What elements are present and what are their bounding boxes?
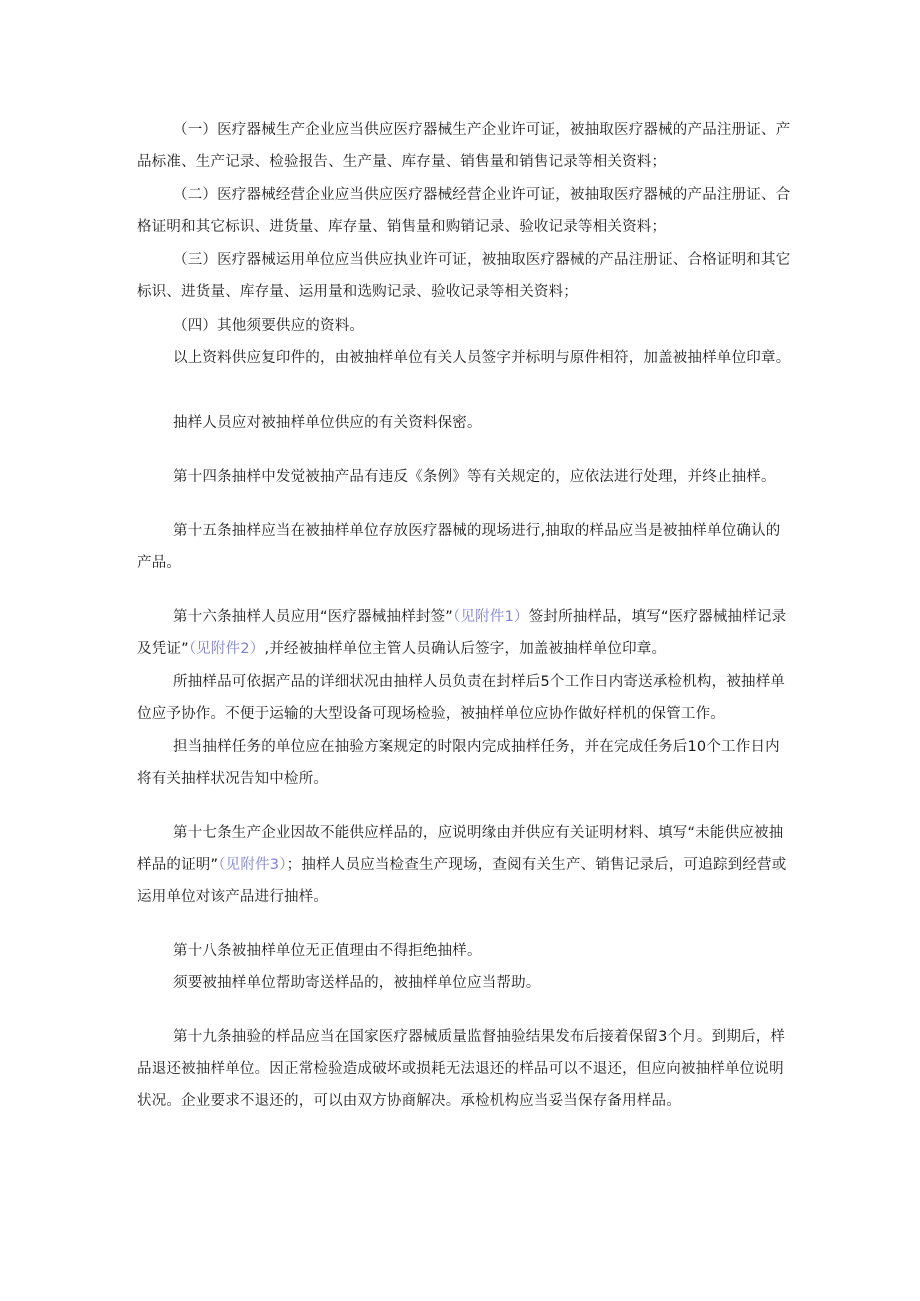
paragraph-user-unit-materials: （三）医疗器械运用单位应当供应执业许可证，被抽取医疗器械的产品注册证、合格证明和其它标识、进货量、库存量、运用量和选购记录、验收记录等相关资料； [137,252,791,300]
paragraph-delivery-help: 须要被抽样单位帮助寄送样品的，被抽样单位应当帮助。 [173,975,541,991]
annex-1-reference: （见附件1） [453,609,529,625]
paragraph-sampling-deadline: 担当抽样任务的单位应在抽验方案规定的时限内完成抽样任务，并在完成任务后10个工作日内将有关抽样状况告知中检所。 [137,739,780,787]
annex-2-reference: （见附件2） [188,641,265,657]
paragraph-copy-signature: 以上资料供应复印件的，由被抽样单位有关人员签字并标明与原件相符，加盖被抽样单位印章。 [173,350,791,366]
annex-3-reference: （见附件3） [218,857,287,873]
article-16 [137,601,791,665]
article-17-text-b: ；抽样人员应当检查生产现场，查阅有关生产、销售记录后，可追踪到经营或运用单位对该产品进行抽样。 [137,857,787,905]
paragraph-sample-delivery: 所抽样品可依据产品的详细状况由抽样人员负责在封样后5个工作日内寄送承检机构，被抽样单位应予协作。不便于运输的大型设备可现场检验，被抽样单位应协作做好样机的保管工作。 [137,674,786,722]
article-17-text-a: 第十七条生产企业因故不能供应样品的，应说明缘由并供应有关证明材料、填写“未能供应被抽样品的证明” [137,825,784,873]
paragraph-distributor-materials: （二）医疗器械经营企业应当供应医疗器械经营企业许可证，被抽取医疗器械的产品注册证、合格证明和其它标识、进货量、库存量、销售量和购销记录、验收记录等相关资料； [137,187,791,235]
article-19: 第十九条抽验的样品应当在国家医疗器械质量监督抽验结果发布后接着保留3个月。到期后，样品退还被抽样单位。因正常检验造成破坏或损耗无法退还的样品可以不退还，但应向被抽样单位说明状况。企业要求不退还的，可以由双方协商解决。承检机构应当妥当保存备用样品。 [137,1029,786,1109]
article-17 [137,817,791,913]
article-14: 第十四条抽样中发觉被抽产品有违反《条例》等有关规定的，应依法进行处理，并终止抽样。 [173,469,776,485]
paragraph-confidentiality: 抽样人员应对被抽样单位供应的有关资料保密。 [173,415,482,431]
paragraph-manufacturer-materials: （一）医疗器械生产企业应当供应医疗器械生产企业许可证，被抽取医疗器械的产品注册证、产品标准、生产记录、检验报告、生产量、库存量、销售量和销售记录等相关资料； [137,122,791,170]
article-15: 第十五条抽样应当在被抽样单位存放医疗器械的现场进行,抽取的样品应当是被抽样单位确认的产品。 [137,523,781,571]
article-16-text-c: ,并经被抽样单位主管人员确认后签字，加盖被抽样单位印章。 [264,641,667,657]
article-16-text-b: 签封所抽样品，填写“医疗器械抽样记录及凭证” [137,609,787,657]
paragraph-other-materials: （四）其他须要供应的资料。 [173,318,365,334]
article-18: 第十八条被抽样单位无正值理由不得拒绝抽样。 [173,943,482,959]
article-16-text-a: 第十六条抽样人员应用“医疗器械抽样封签” [173,609,454,625]
